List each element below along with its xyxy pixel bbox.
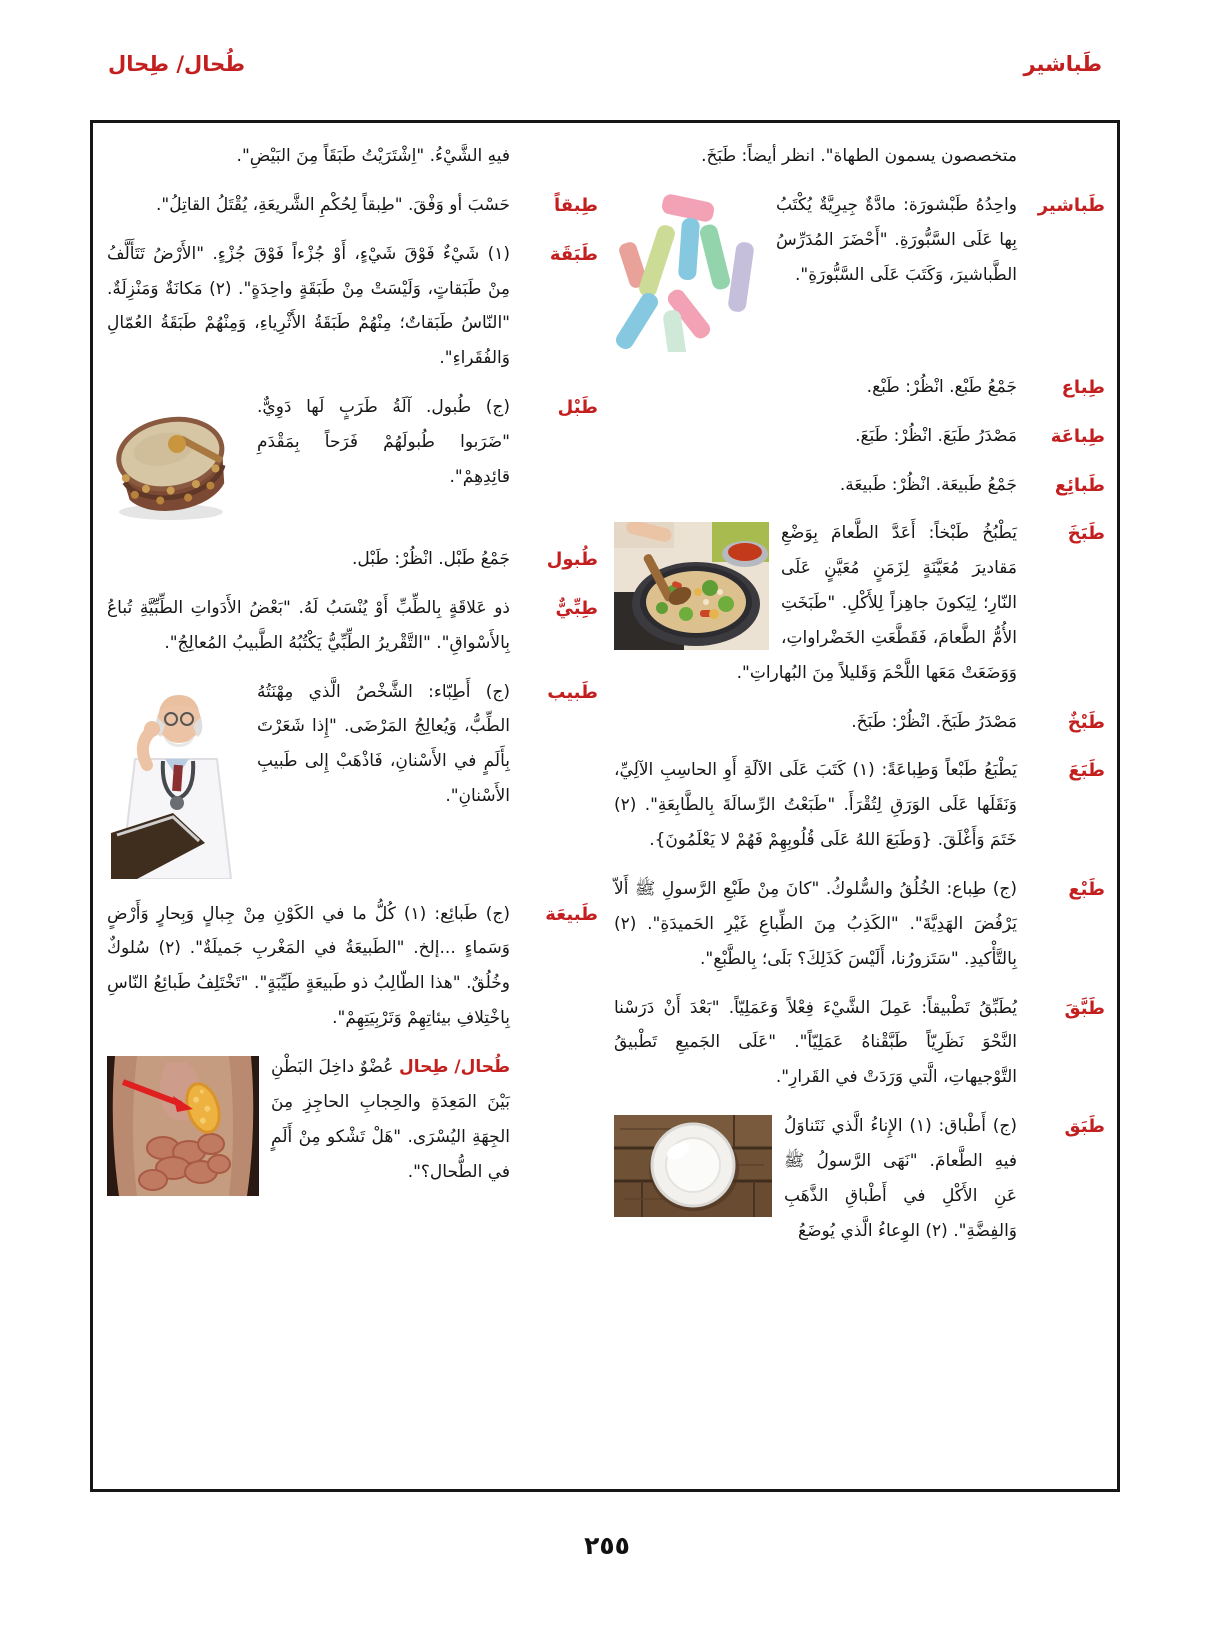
headword: طَبَق [1064, 1116, 1105, 1138]
entry-tabaq [612, 1109, 1105, 1248]
headword: طَبْع [1068, 878, 1105, 900]
entry-body: (ج) أَطِبّاء: الشَّخْصُ الَّذي مِهْنَتُهُ الطِّبُّ، وَيُعالِجُ المَرْضَى. "إِذا شَعَرْتَ بِأَلَمٍ في الأَسْنانِ، فَاذْهَبْ إِلى طَبيبِ الأَسْنانِ". [105, 675, 510, 883]
headword: طَبْخٌ [1067, 711, 1105, 733]
drum-photo [107, 396, 245, 524]
headword: طِباع [1061, 376, 1105, 398]
entry-tibqan: طِبقاً حَسْبَ أو وَفْقَ. "طِبقاً لِحُكْمِ الشَّريعَةِ، يُقْتَلُ القاتِلُ". [105, 188, 598, 223]
entry-tuhal [105, 1050, 598, 1200]
entry-tabashir [612, 188, 1105, 356]
headword: طَبائِع [1054, 474, 1105, 496]
entry-tabai: طَبائِع جَمْعُ طَبيعَة. انْظُرْ: طَبيعَة. [612, 468, 1105, 503]
entry-body: واحِدُهُ طَبْشورَة: مادَّةٌ جِيرِيَّةٌ يُكْتَبُ بِها عَلَى السَّبُّورَةِ. "أَحْضَرَ المُدَرِّسُ الطَّباشيرَ، وَكَتَبَ عَلَى السَّبُّورَةِ". [612, 188, 1017, 356]
entry-tubul: طُبول جَمْعُ طَبْل. انْظُرْ: طَبْل. [105, 542, 598, 577]
headword: طِباعَة [1050, 425, 1105, 447]
continuation-entry [612, 139, 1105, 174]
entry-tabkh: طَبْخٌ مَصْدَرُ طَبَخَ. انْظُرْ: طَبَخَ. [612, 705, 1105, 740]
headword: طَبيب [547, 681, 598, 703]
entry-body: طُحال/ طِحال عُضْوٌ داخِلَ البَطْنِ بَيْنَ المَعِدَةِ والحِجابِ الحاجِزِ مِنَ الجِهَةِ اليُسْرَى. "هَلْ تَشْكو مِنْ أَلَمٍ في الطُّحال؟". [105, 1050, 510, 1200]
chalk-photo [614, 194, 764, 352]
spleen-anatomy-photo [107, 1056, 259, 1196]
running-head-left: طُحال/ طِحال [108, 52, 246, 76]
doctor-photo [107, 681, 245, 879]
entry-tabaa-verb: طَبَعَ يَطْبَعُ طَبْعاً وَطِباعَةً: (١) كَتَبَ عَلَى الآلَةِ أَوِ الحاسِبِ الآلِيِّ، وَنَقَلَها عَلَى الوَرَقِ لِتُقْرَأَ. "طَبَعْتُ الرِّسالَةَ بِالطَّابِعَةِ". (٢) خَتَمَ وَأَغْلَقَ. {وَطَبَعَ اللهُ عَلَى قُلُوبِهِمْ فَهُمْ لا يَعْلَمُونَ}. [612, 753, 1105, 858]
inline-headword: طُحال/ طِحال [398, 1056, 511, 1077]
entry-body: (ج) أَطْباق: (١) الإِناءُ الَّذي نَتَناوَلُ فيهِ الطَّعامَ. "نَهَى الرَّسولُ ﷺ عَنِ الأَكْلِ في أَطْباقِ الذَّهَبِ وَالفِضَّةِ". (٢) الوِعاءُ الَّذي يُوضَعُ [612, 1109, 1017, 1248]
headword: طَبَّقَ [1064, 997, 1105, 1019]
entry-tabbaqa: طَبَّقَ يُطَبِّقُ تَطْبيقاً: عَمِلَ الشَّيْءَ فِعْلاً وَعَمَلِيّاً. "بَعْدَ أَنْ دَرَسْنا النَّحْوَ نَظَرِيّاً طَبَّقْناهُ عَمَلِيّاً". "عَلَى الجَميعِ تَطْبيقُ التَّوْجيهاتِ، الَّتي وَرَدَتْ في القَرارِ". [612, 991, 1105, 1096]
right-column [612, 139, 1105, 1481]
entry-tibaa: طِباع جَمْعُ طَبْع. انْظُرْ: طَبْع. [612, 370, 1105, 405]
headword: طَبْل [557, 397, 598, 419]
headword: طِبقاً [553, 194, 598, 216]
headword: طَبيعَة [545, 903, 598, 925]
headword: طَبَقَة [549, 243, 598, 265]
entry-tabakha [612, 516, 1105, 690]
headword-gutter [510, 1050, 598, 1200]
entry-tabaqa: طَبَقَة (١) شَيْءٌ فَوْقَ شَيْءٍ، أَوْ جُزْءاً فَوْقَ جُزْءٍ. "الأَرْضُ تَتَأَلَّفُ مِنْ طَبَقاتٍ، وَلَيْسَتْ مِنْ طَبَقَةٍ واحِدَةٍ". (٢) مَكانَةٌ وَمَنْزِلَةٌ. "النّاسُ طَبَقاتٌ؛ مِنْهُمْ طَبَقَةُ الأَثْرِياءِ، وَمِنْهُمْ طَبَقَةُ العُمّالِ وَالفُقَراءِ". [105, 237, 598, 376]
plate-photo [614, 1115, 772, 1217]
entry-tibbi: طِبِّيٌّ ذو عَلاقَةٍ بِالطِّبِّ أَوْ يُنْسَبُ لَهُ. "بَعْضُ الأَدَواتِ الطِّبِّيَّةِ تُباعُ بِالأَسْواقِ". "التَّقْريرُ الطِّبِّيُّ يَكْتُبُهُ الطَّبيبُ المُعالِجُ". [105, 591, 598, 661]
entry-tab-noun: طَبْع (ج) طِباع: الخُلُقُ والسُّلوكُ. "كانَ مِنْ طَبْعِ الرَّسولِ ﷺ أَلاّ يَرْفُضَ الهَدِيَّةَ". "الكَذِبُ مِنَ الطِّباعِ غَيْرِ الحَميدَةِ". (٢) بِالتَّأْكيدِ. "سَتَزورُنا، أَلَيْسَ كَذَلِكَ؟ بَلَى؛ بِالطَّبْعِ". [612, 872, 1105, 977]
content-frame [90, 120, 1120, 1492]
page-number: ٢٥٥ [584, 1531, 630, 1560]
continuation-entry [105, 139, 598, 174]
entry-tibaah: طِباعَة مَصْدَرُ طَبَعَ. انْظُرْ: طَبَعَ. [612, 419, 1105, 454]
headword: طَباشير [1037, 194, 1105, 216]
continuation-text: فيهِ الشَّيْءُ. "اِشْتَرَيْتُ طَبَقَاً مِنَ البَيْضِ". [236, 146, 510, 166]
entry-tabiah: طَبيعَة (ج) طَبائِع: (١) كُلُّ ما في الكَوْنِ مِنْ جِبالٍ وَبِحارٍ وَأَرْضٍ وَسَماءٍ ...إلخ. "الطَبيعَةُ في المَغْربِ جَميلَةٌ". (٢) سُلوكٌ وخُلُقٌ. "هذا الطّالِبُ ذو طَبيعَةٍ طَيِّبَةٍ". "تَخْتَلِفُ طَبائِعُ النّاسِ بِاخْتِلافِ بيئاتِهِمْ وَتَرْبِيَتِهِمْ". [105, 897, 598, 1036]
entry-body: (ج) طُبول. آلَةُ طَرَبٍ لَها دَوِيٌّ. "ضَرَبوا طُبولَهُمْ فَرَحاً بِمَقْدَمِ قائِدِهِمْ". [105, 390, 510, 528]
headword-gutter [1017, 139, 1105, 174]
cooking-pan-photo [614, 522, 769, 650]
entry-tabl [105, 390, 598, 528]
headword: طَبَعَ [1068, 760, 1105, 782]
left-column [105, 139, 598, 1481]
continuation-text: متخصصون يسمون الطهاة". انظر أيضاً: طَبَخَ. [701, 146, 1017, 166]
entry-tabib [105, 675, 598, 883]
headword-gutter [510, 139, 598, 174]
headword: طَبَخَ [1067, 523, 1105, 545]
headword: طِبِّيٌّ [555, 597, 598, 619]
entry-body: يَطْبُخُ طَبْخاً: أَعَدَّ الطَّعامَ بِوَضْعِ مَقاديرَ مُعَيَّنَةٍ لِزَمَنٍ مُعَيَّنٍ عَلَى النّارِ؛ لِيَكونَ جاهِزاً لِلأَكْلِ. "طَبَخَتِ الأُمُّ الطَّعامَ، فَقَطَّعَتِ الخَضْراواتِ، وَوَضَعَتْ مَعَها اللَّحْمَ وَقَليلاً مِنَ البُهاراتِ". [612, 516, 1017, 690]
headword: طُبول [546, 549, 598, 571]
running-head-right: طَباشير [1023, 52, 1102, 76]
